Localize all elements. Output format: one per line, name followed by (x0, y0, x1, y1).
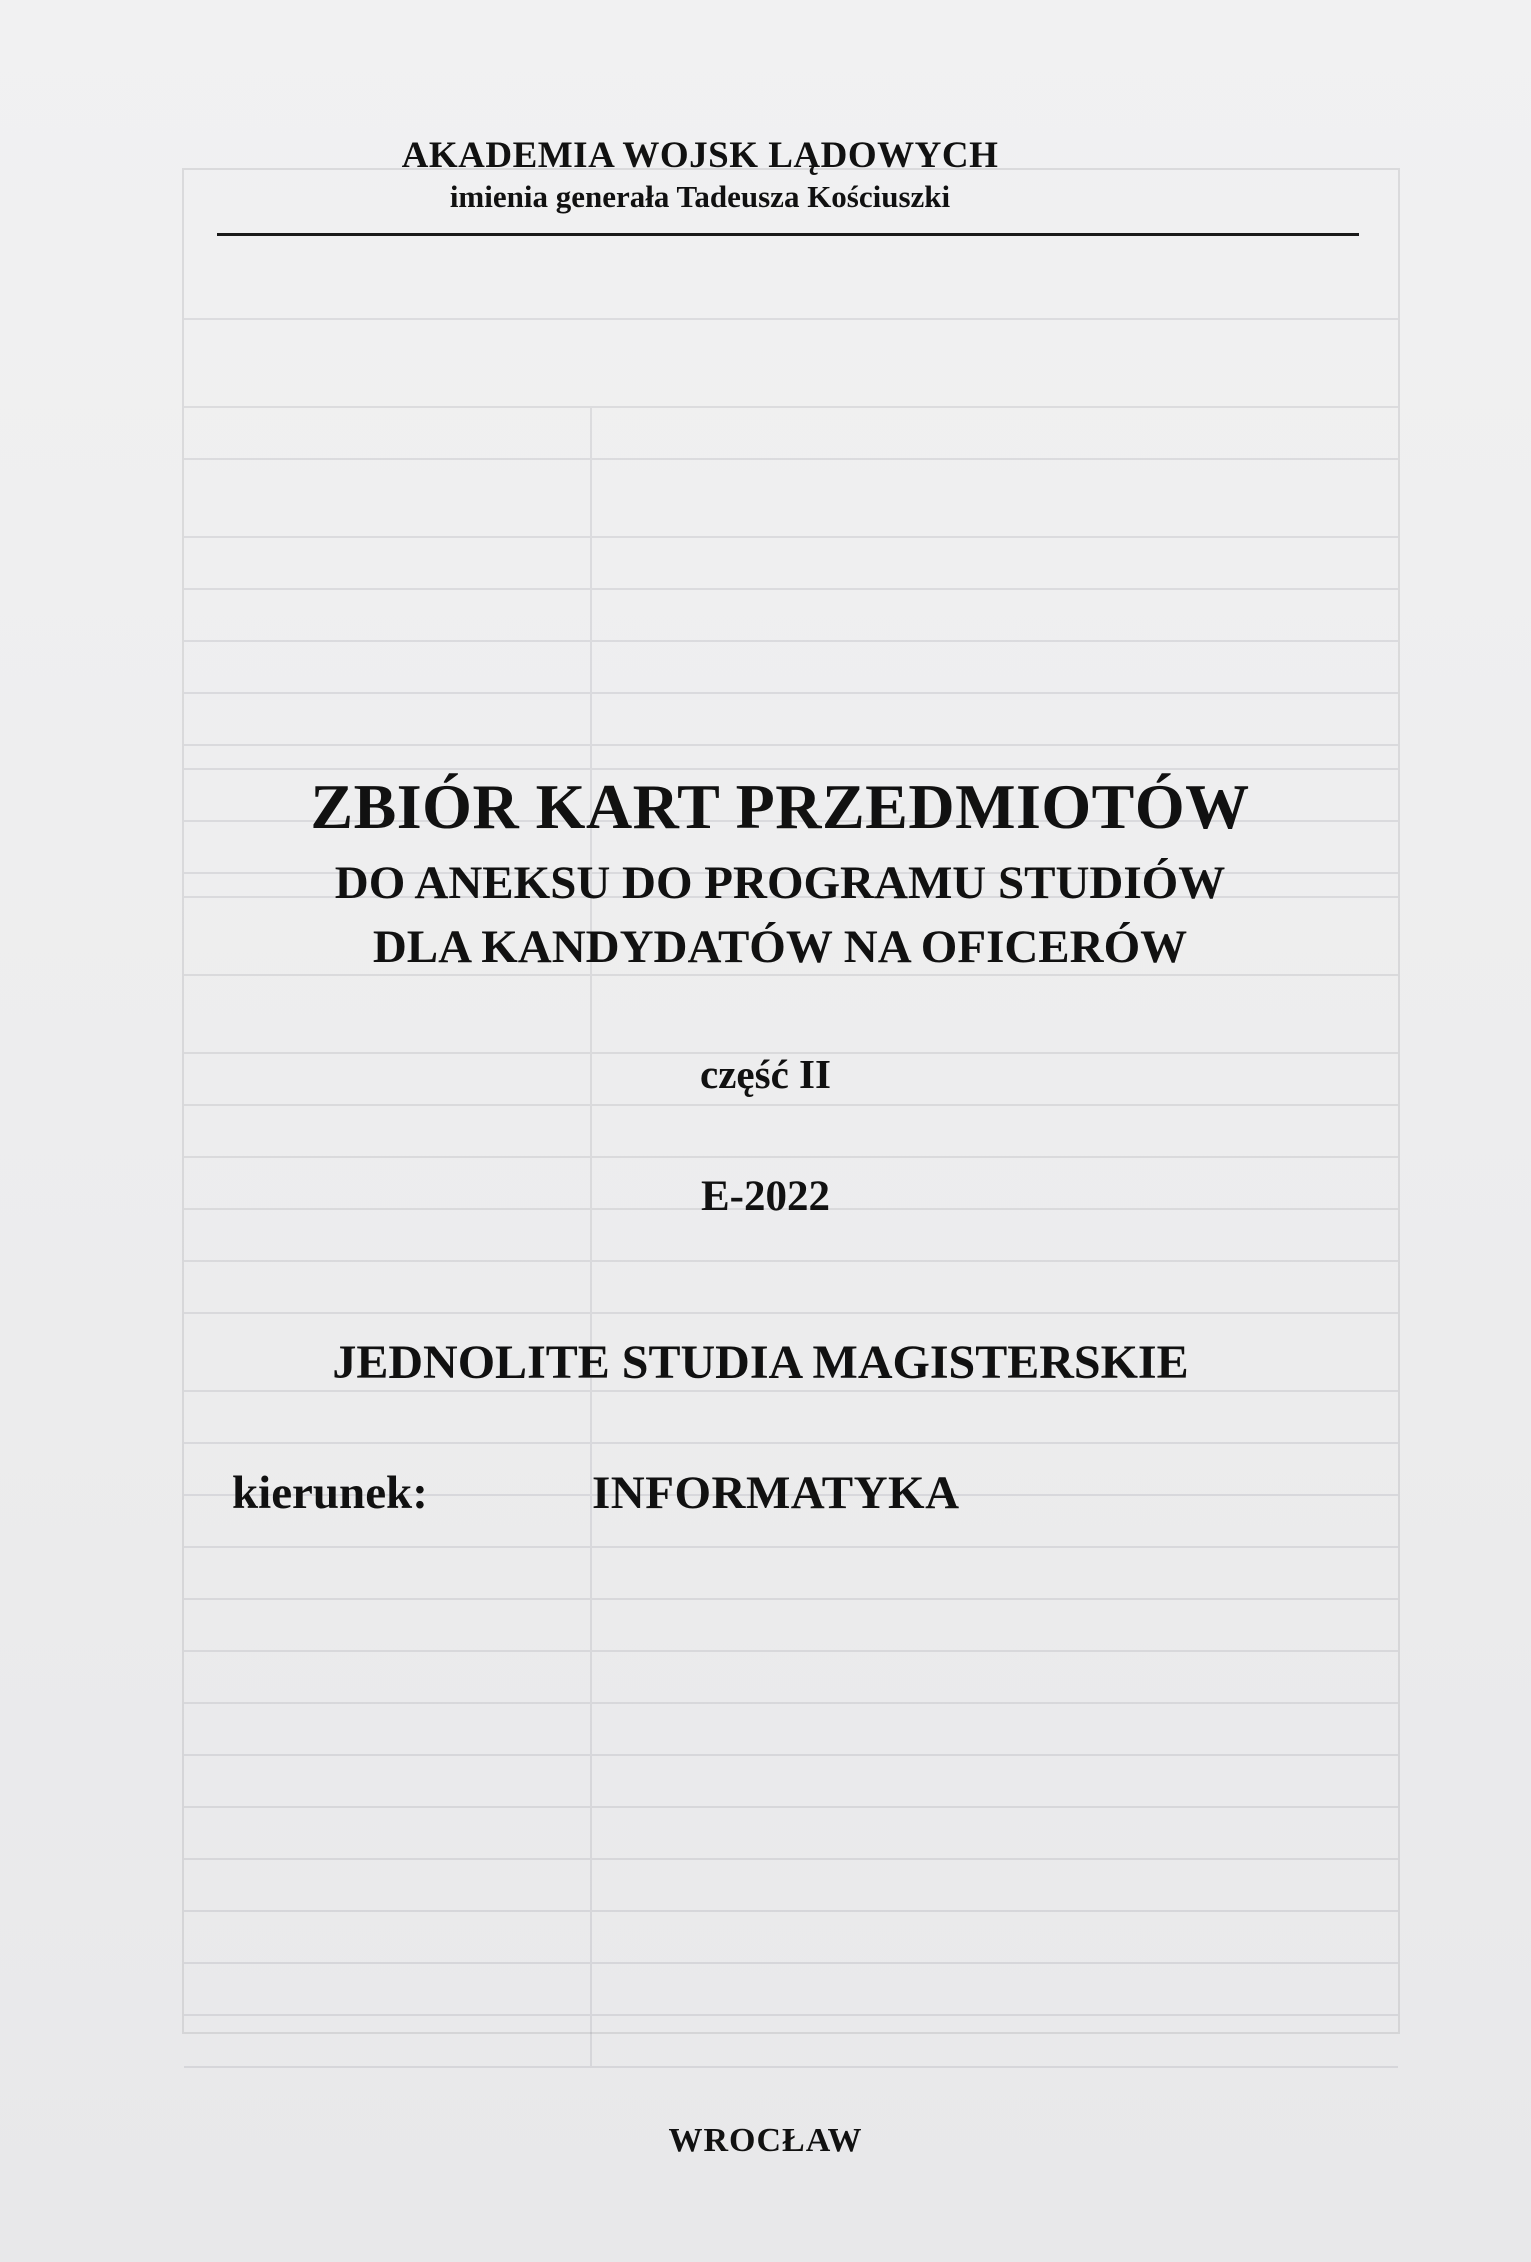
studies-type: JEDNOLITE STUDIA MAGISTERSKIE (332, 1336, 1189, 1389)
city-name: WROCŁAW (668, 2122, 863, 2159)
document-header (180, 134, 1380, 215)
academy-patron: imienia generała Tadeusza Kościuszki (449, 179, 951, 214)
header-divider (217, 233, 1359, 236)
direction-value: INFORMATYKA (592, 1467, 960, 1519)
document-year: E-2022 (701, 1173, 830, 1220)
document-title: ZBIÓR KART PRZEDMIOTÓW (310, 771, 1250, 842)
academy-name: AKADEMIA WOJSK LĄDOWYCH (401, 135, 999, 176)
document-part: część II (700, 1051, 831, 1097)
document-subtitle-line2: DLA KANDYDATÓW NA OFICERÓW (372, 921, 1188, 973)
direction-label: kierunek: (232, 1467, 428, 1519)
document-subtitle-line1: DO ANEKSU DO PROGRAMU STUDIÓW (334, 857, 1226, 909)
